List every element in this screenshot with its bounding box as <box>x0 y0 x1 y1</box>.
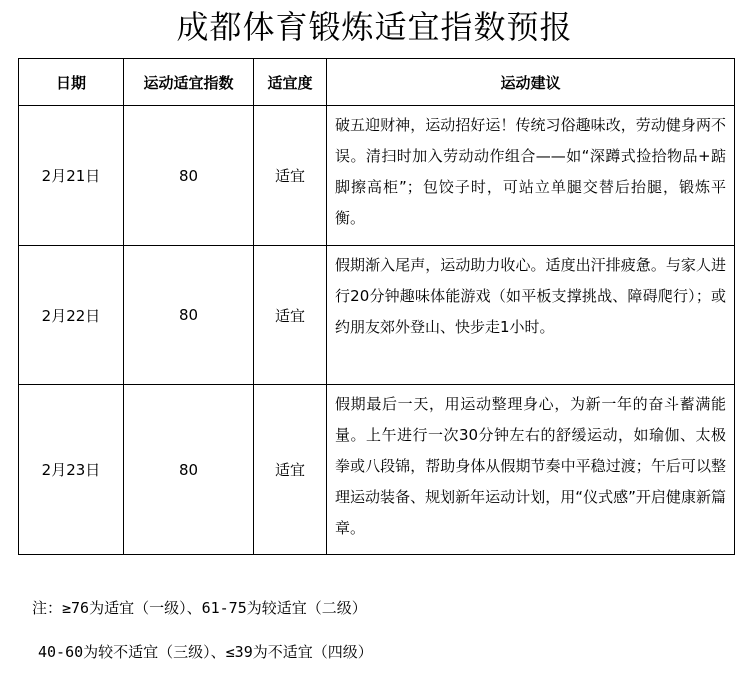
legend-note-line-1: 注：≥76为适宜（一级）、61-75为较适宜（二级） <box>32 599 367 617</box>
column-header-date: 日期 <box>19 59 124 106</box>
table-row <box>19 246 735 385</box>
cell-advice: 破五迎财神，运动招好运！传统习俗趣味改，劳动健身两不误。清扫时加入劳动动作组合——如“深蹲式捡拾物品+踮脚擦高柜”；包饺子时，可站立单腿交替后抬腿，锻炼平衡。 <box>327 106 735 246</box>
column-header-level: 适宜度 <box>254 59 327 106</box>
cell-index: 80 <box>124 246 254 385</box>
legend-note-line-2: 40-60为较不适宜（三级）、≤39为不适宜（四级） <box>38 643 373 661</box>
page-title: 成都体育锻炼适宜指数预报 <box>176 8 573 46</box>
cell-date: 2月21日 <box>19 106 124 246</box>
column-header-advice: 运动建议 <box>327 59 735 106</box>
cell-level: 适宜 <box>254 385 327 555</box>
cell-level: 适宜 <box>254 106 327 246</box>
column-header-index: 运动适宜指数 <box>124 59 254 106</box>
cell-date: 2月22日 <box>19 246 124 385</box>
cell-index: 80 <box>124 385 254 555</box>
table-row <box>19 385 735 555</box>
cell-index: 80 <box>124 106 254 246</box>
cell-level: 适宜 <box>254 246 327 385</box>
cell-advice: 假期最后一天，用运动整理身心，为新一年的奋斗蓄满能量。上午进行一次30分钟左右的舒缓运动，如瑜伽、太极拳或八段锦，帮助身体从假期节奏中平稳过渡；午后可以整理运动装备、规划新年运动计划，用“仪式感”开启健康新篇章。 <box>327 385 735 555</box>
forecast-table <box>18 58 735 555</box>
table-row <box>19 106 735 246</box>
table-header-row <box>19 59 735 106</box>
cell-advice: 假期渐入尾声，运动助力收心。适度出汗排疲惫。与家人进行20分钟趣味体能游戏（如平板支撑挑战、障碍爬行）；或约朋友郊外登山、快步走1小时。 <box>327 246 735 385</box>
cell-date: 2月23日 <box>19 385 124 555</box>
